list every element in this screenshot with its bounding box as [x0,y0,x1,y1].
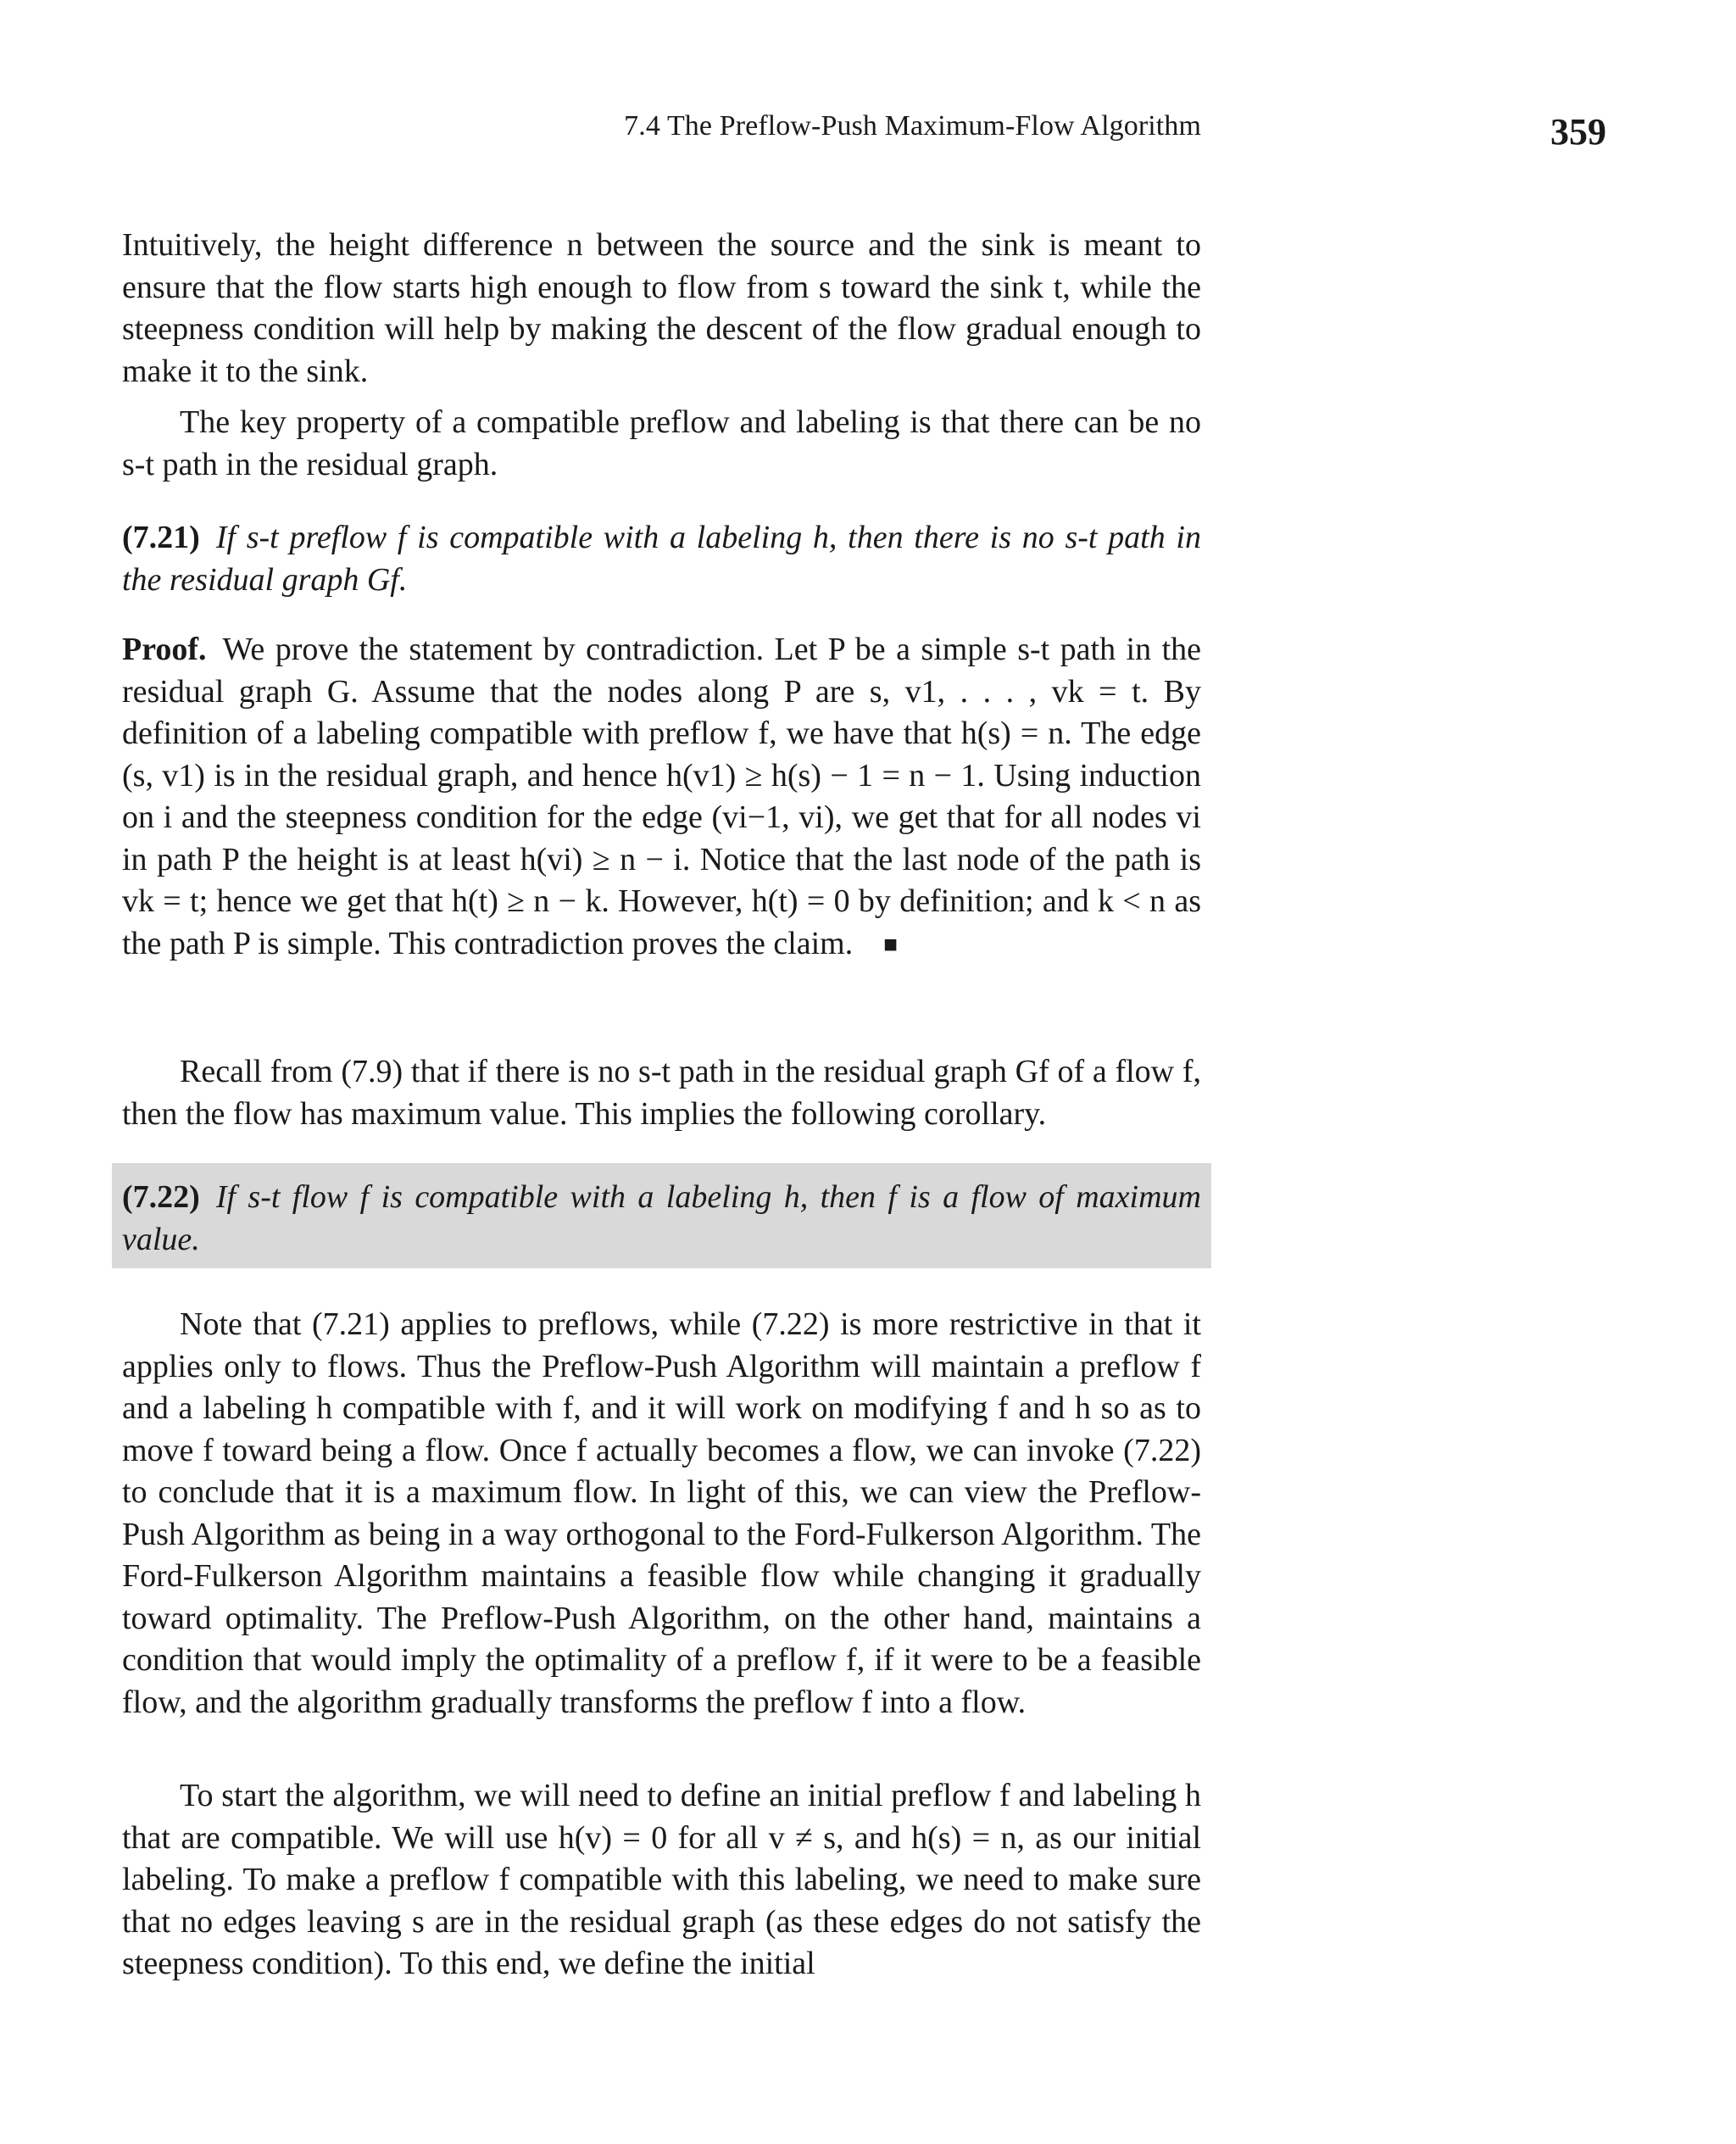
qed-symbol: ■ [883,931,899,958]
page-number: 359 [1550,111,1606,153]
claim-7-21 [122,517,1201,601]
claim-number: (7.22) [122,1179,200,1215]
paragraph-key-property: The key property of a compatible preflow and labeling is that there can be no s-t path in the residual graph. [122,404,1201,482]
claim-statement: If s-t flow f is compatible with a labeling h, then f is a flow of maximum value. [122,1179,1201,1257]
proof-block [122,629,1201,966]
claim-number: (7.21) [122,520,200,555]
claim-7-22 [122,1177,1201,1261]
paragraph-start-algorithm: To start the algorithm, we will need to define an initial preflow f and labeling h that are compatible. We will use h(v) = 0 for all v ≠ s, and h(s) = n, as our initial labeling. To make a preflow f compatible with this labeling, we need to make sure that no edges leaving s are in the residual graph (as these edges do not satisfy the steepness condition). To this end, we define the initial [122,1778,1201,1981]
paragraph-intuition: Intuitively, the height difference n between the source and the sink is meant to ensure that the flow starts high enough to flow from s toward the sink t, while the steepness condition will help by making the descent of the flow gradual enough to make it to the sink. [122,227,1201,389]
paragraph-recall: Recall from (7.9) that if there is no s-t path in the residual graph Gf of a flow f, then the flow has maximum value. This implies the following corollary. [122,1054,1201,1132]
proof-label: Proof. [122,632,207,667]
claim-statement: If s-t preflow f is compatible with a labeling h, then there is no s-t path in the residual graph Gf. [122,520,1201,598]
paragraph-note: Note that (7.21) applies to preflows, while (7.22) is more restrictive in that it applies only to flows. Thus the Preflow-Push Algorithm will maintain a preflow f and a labeling h compatible with f, and it will work on modifying f and h so as to move f toward being a flow. Once f actually becomes a flow, we can invoke (7.22) to conclude that it is a maximum flow. In light of this, we can view the Preflow-Push Algorithm as being in a way orthogonal to the Ford-Fulkerson Algorithm. The Ford-Fulkerson Algorithm maintains a feasible flow while changing it gradually toward optimality. The Preflow-Push Algorithm, on the other hand, maintains a condition that would imply the optimality of a preflow f, if it were to be a feasible flow, and the algorithm gradually transforms the preflow f into a flow. [122,1306,1201,1720]
running-header: 7.4 The Preflow-Push Maximum-Flow Algorithm [624,110,1201,142]
proof-text: We prove the statement by contradiction. Let P be a simple s-t path in the residual graph G. Assume that the nodes along P are s, v1, . . . , vk = t. By definition of a labeling compatible with preflow f, we have that h(s) = n. The edge (s, v1) is in the residual graph, and hence h(v1) ≥ h(s) − 1 = n − 1. Using induction on i and the steepness condition for the edge (vi−1, vi), we get that for all nodes vi in path P the height is at least h(vi) ≥ n − i. Notice that the last node of the path is vk = t; hence we get that h(t) ≥ n − k. However, h(t) = 0 by definition; and k < n as the path P is simple. This contradiction proves the claim. [122,632,1201,961]
